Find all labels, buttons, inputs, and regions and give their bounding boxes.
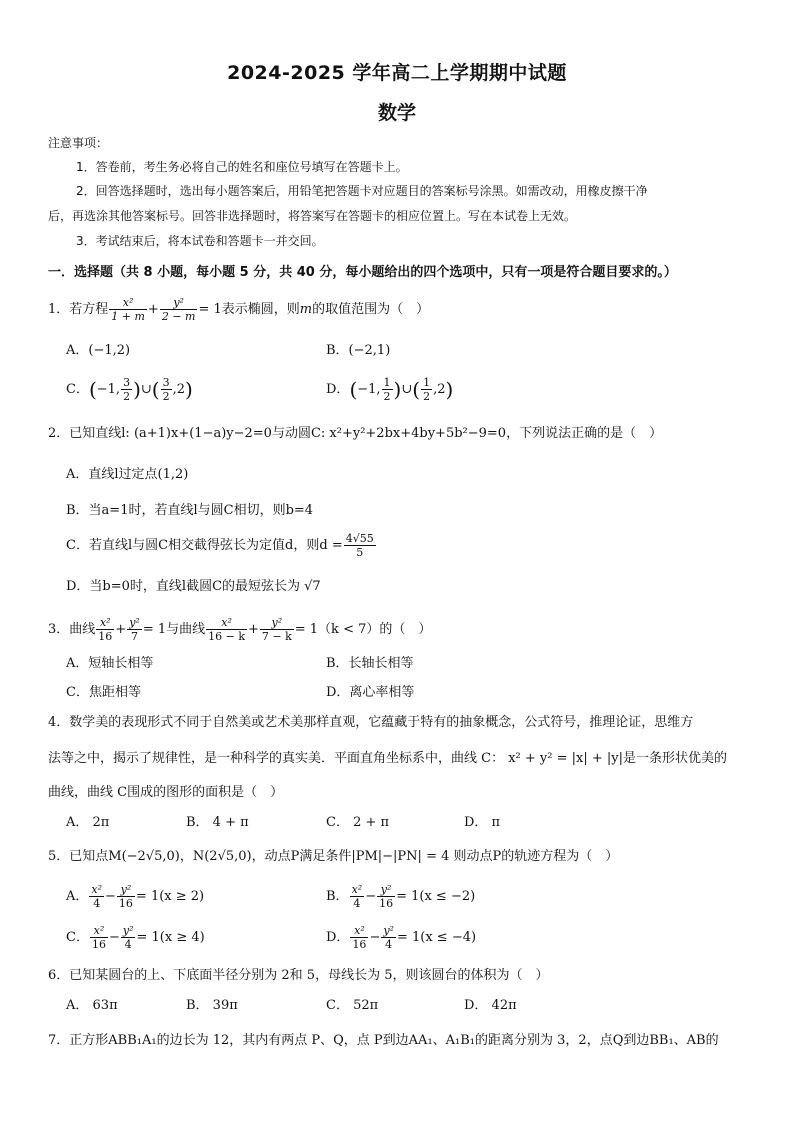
option-a: A． 2π [66, 815, 110, 830]
question-4-stem: 4．数学美的表现形式不同于自然美或艺术美那样直观，它蕴藏于特有的抽象概念，公式符号，推理论证，思维方 [48, 715, 694, 730]
option-d: D．离心率相等 [326, 685, 415, 700]
fraction: $\frac{4√55}{5}$ [345, 532, 374, 559]
option-a: A．(−1,2) [66, 343, 131, 358]
question-1-stem: 1．若方程 $\frac{\text{x²}}{1 + m}$ + $\frac{\text{y²}}{2 - m}$ = 1表示椭圆，则m的取值范围为（ ） [48, 296, 430, 323]
option-a: A．直线l过定点(1,2) [66, 467, 189, 482]
fraction: $\frac{\text{x²}}{16}$ [98, 616, 113, 643]
question-5-stem: 5．已知点M(−2√5,0)，N(2√5,0)，动点P满足条件|PM|−|PN| = 4 则动点P的轨迹方程为（ ） [48, 849, 619, 864]
option-c: C．(−1, $\frac{3}{2}$ )∪( $\frac{3}{2}$ ,2) [66, 376, 193, 403]
page-title: 2024-2025 学年高二上学期期中试题 [227, 62, 567, 84]
notice-item: 后，再选涂其他答案标号。回答非选择题时，将答案写在答题卡的相应位置上。写在本试卷上无效。 [48, 209, 577, 223]
fraction: $\frac{\text{x²}}{16}$ [352, 924, 367, 951]
notice-item: 3．考试结束后，将本试卷和答题卡一并交回。 [76, 234, 324, 248]
option-c: C．若直线l与圆C相交截得弦长为定值d，则d = $\frac{4√55}{5}$ [66, 532, 374, 559]
question-2-stem: 2．已知直线l: (a+1)x+(1−a)y−2=0与动圆C: x²+y²+2bx+4by+5b²−9=0，下列说法正确的是（ ） [48, 426, 663, 441]
option-d: D． $\frac{\text{x²}}{16}$ − $\frac{\text{y²}}{4}$ = 1(x ≤ −4) [326, 924, 477, 951]
fraction: $\frac{\text{y²}}{16}$ [118, 883, 133, 910]
option-b: B． $\frac{\text{x²}}{4}$ − $\frac{\text{y²}}{16}$ = 1(x ≤ −2) [326, 883, 476, 910]
notice-heading: 注意事项： [48, 136, 109, 150]
fraction: $\frac{\text{y²}}{7 - k}$ [261, 616, 292, 643]
fraction: $\frac{\text{y²}}{16}$ [379, 883, 394, 910]
option-d: D．当b=0时，直线l截圆C的最短弦长为 √7 [66, 579, 321, 594]
option-c: C． 52π [326, 998, 379, 1013]
option-a: A． $\frac{\text{x²}}{4}$ − $\frac{\text{y²}}{16}$ = 1(x ≥ 2) [66, 883, 205, 910]
fraction: $\frac{\text{y²}}{4}$ [383, 924, 394, 951]
option-a: A． 63π [66, 998, 118, 1013]
option-b: B． 39π [186, 998, 238, 1013]
option-d: D． π [464, 815, 501, 830]
fraction: $\frac{\text{y²}}{2 - m}$ [161, 296, 196, 323]
fraction: $\frac{\text{x²}}{4}$ [91, 883, 103, 910]
fraction: $\frac{1}{2}$ [423, 376, 431, 403]
option-b: B．当a=1时，若直线l与圆C相切，则b=4 [66, 503, 314, 518]
fraction: $\frac{3}{2}$ [162, 376, 170, 403]
option-b: B．长轴长相等 [326, 656, 414, 671]
option-c: C． 2 + π [326, 815, 390, 830]
option-b: B．(−2,1) [326, 343, 391, 358]
fraction: $\frac{3}{2}$ [123, 376, 131, 403]
fraction: $\frac{\text{x²}}{1 + m}$ [111, 296, 145, 323]
option-b: B． 4 + π [186, 815, 249, 830]
option-a: A．短轴长相等 [66, 656, 154, 671]
section-heading: 一．选择题（共 8 小题，每小题 5 分，共 40 分，每小题给出的四个选项中，只有一项是符合题目要求的。） [48, 265, 677, 280]
notice-item: 2．回答选择题时，选出每小题答案后，用铅笔把答题卡对应题目的答案标号涂黑。如需改动，用橡皮擦干净 [76, 184, 648, 198]
question-4-stem: 曲线，曲线 C围成的图形的面积是（ ） [48, 785, 284, 800]
question-7-stem: 7．正方形ABB₁A₁的边长为 12，其内有两点 P、Q，点 P到边AA₁、A₁B₁的距离分别为 3，2，点Q到边BB₁、AB的 [48, 1033, 719, 1048]
fraction: $\frac{\text{x²}}{16 - k}$ [208, 616, 245, 643]
notice-item: 1．答卷前，考生务必将自己的姓名和座位号填写在答题卡上。 [76, 160, 408, 174]
option-d: D． 42π [464, 998, 517, 1013]
fraction: $\frac{\text{x²}}{16}$ [91, 924, 106, 951]
question-6-stem: 6．已知某圆台的上、下底面半径分别为 2和 5，母线长为 5，则该圆台的体积为（ ） [48, 968, 549, 983]
fraction: $\frac{1}{2}$ [383, 376, 391, 403]
option-c: C．焦距相等 [66, 685, 141, 700]
question-4-stem: 法等之中，揭示了规律性，是一种科学的真实美．平面直角坐标系中，曲线 C： x² + y² = |x| + |y|是一条形状优美的 [48, 751, 727, 766]
option-d: D．(−1, $\frac{1}{2}$ )∪( $\frac{1}{2}$ ,2) [326, 376, 454, 403]
fraction: $\frac{\text{y²}}{4}$ [122, 924, 134, 951]
question-3-stem: 3．曲线 $\frac{\text{x²}}{16}$ + $\frac{\text{y²}}{7}$ = 1与曲线 $\frac{\text{x²}}{16 - k}$ + $\frac{\text{y²}}{7 - k}$ = 1（k < 7）的（ ） [48, 616, 432, 643]
option-c: C． $\frac{\text{x²}}{16}$ − $\frac{\text{y²}}{4}$ = 1(x ≥ 4) [66, 924, 205, 951]
subject-title: 数学 [377, 102, 416, 124]
fraction: $\frac{\text{x²}}{4}$ [351, 883, 363, 910]
fraction: $\frac{\text{y²}}{7}$ [129, 616, 140, 643]
